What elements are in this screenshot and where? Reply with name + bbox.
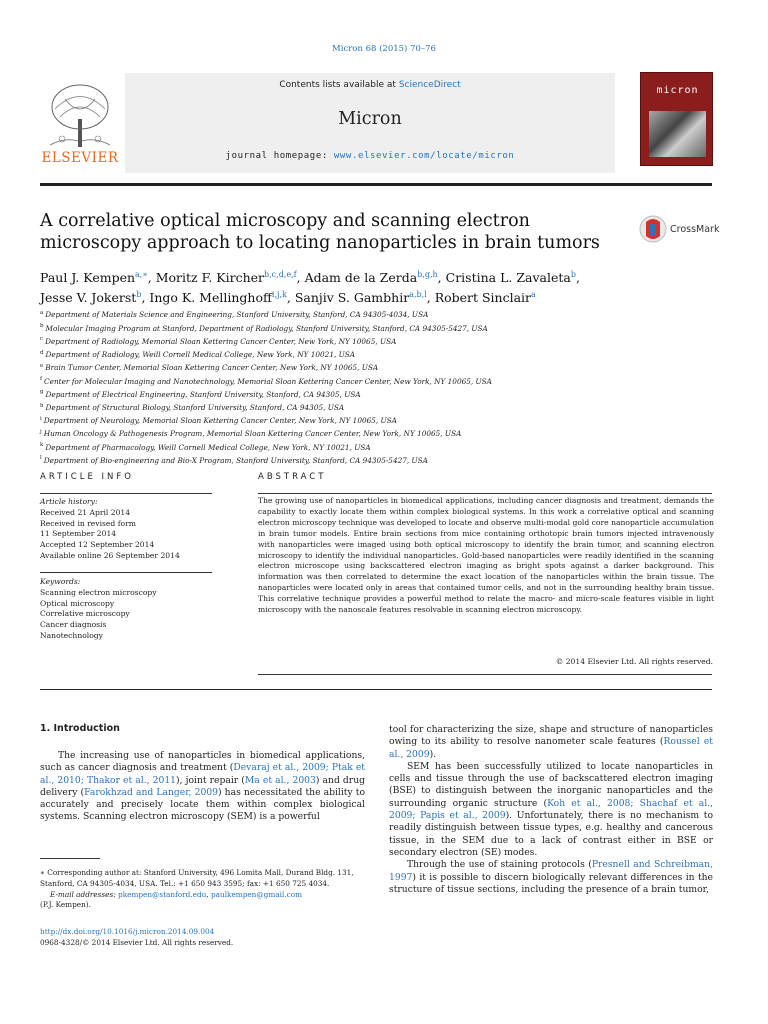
article-info-heading: ARTICLE INFO [40,472,134,482]
abstract-copyright: © 2014 Elsevier Ltd. All rights reserved. [555,657,713,666]
sciencedirect-link[interactable]: ScienceDirect [398,80,461,90]
affiliation-item [40,427,720,440]
affiliation-text: Department of Structural Biology, Stanford University, Stanford, CA 94305, USA [45,402,345,412]
author-separator: , [141,290,150,306]
affiliation-item [40,440,720,453]
affiliation-text: Department of Electrical Engineering, Stanford University, Stanford, CA 94305, USA [45,389,361,399]
affiliation-marker: k [40,442,44,449]
body-separator-rule [40,689,712,690]
homepage-link[interactable]: www.elsevier.com/locate/micron [333,151,515,161]
text: ). [429,748,437,760]
citation-ref[interactable]: Presnell and Schreibman, 1997 [389,859,713,883]
corresponding-author-footnote [40,868,370,911]
author-affiliation-marker[interactable]: b,g,h [417,270,438,279]
author-name[interactable]: Paul J. Kempen [40,270,136,286]
affiliation-text: Department of Bio-engineering and Bio-X Program, Stanford University, Stanford, CA 94305-5427, USA [43,455,428,465]
abstract-heading: ABSTRACT [258,472,327,482]
footnote-rule [40,858,100,859]
keywords-rule [40,572,212,573]
text: SEM has been successfully utilized to locate nanoparticles in cells and tissue through the use of backscattered electron imaging (BSE) to distinguish between the inorganic nanoparticles and the surrounding organic structure ( [389,760,713,809]
intro-paragraph [389,724,713,761]
issn-line: 0968-4328/© 2014 Elsevier Ltd. All rights reserved. [40,937,234,947]
intro-paragraph [389,761,713,859]
author-separator: , [286,290,295,306]
affiliation-item [40,348,720,361]
intro-paragraph [389,859,713,896]
author-list [40,266,720,306]
section-heading-introduction: 1. Introduction [40,723,120,734]
affiliation-list [40,308,720,467]
intro-left-paragraph [40,750,365,824]
citation-ref[interactable]: Ma et al., 2003 [244,774,316,786]
author-affiliation-marker[interactable]: a,∗ [135,270,148,279]
keyword-item: Correlative microscopy [40,609,130,619]
history-item: Accepted 12 September 2014 [40,540,155,550]
affiliation-item [40,453,720,466]
affiliation-marker: g [40,389,44,396]
email-sep: , [206,889,211,899]
history-item: Received 21 April 2014 [40,507,131,517]
affiliation-text: Department of Radiology, Memorial Sloan Kettering Cancer Center, New York, NY 10065, USA [45,336,397,346]
email-line [40,890,370,901]
affiliation-text: Department of Materials Science and Engineering, Stanford University, Stanford, CA 94305-4034, USA [45,310,429,320]
keyword-item: Scanning electron microscopy [40,587,157,597]
citation-ref[interactable]: Roussel et al., 2009 [389,736,713,760]
article-title: A correlative optical microscopy and scanning electron microscopy approach to locating nanoparticles in brain tumors [40,211,600,253]
affiliation-item [40,374,720,387]
cover-micrograph [649,111,706,157]
keywords-label: Keywords: [40,577,81,586]
text: ). Unfortunately, there is no mechanism to readily distinguish between tissue types, e.g. healthy and cancerous tissue, in the SEM due to a lack of contrast either in BSE or secondary electron (SE) modes. [389,810,713,858]
article-history [40,497,220,562]
keyword-item: Nanotechnology [40,630,103,640]
author-affiliation-marker[interactable]: b [570,270,576,279]
author-separator: , [437,270,446,286]
author-affiliation-marker[interactable]: i,j,k [271,290,287,300]
affiliation-marker: l [40,455,42,462]
author-name[interactable]: Cristina L. Zavaleta [445,270,571,286]
journal-name: Micron [338,109,402,129]
affiliation-text: Department of Neurology, Memorial Sloan Kettering Cancer Center, New York, NY 10065, USA [43,416,397,426]
affiliation-text: Department of Radiology, Weill Cornell Medical College, New York, NY 10021, USA [45,350,356,360]
email-link[interactable]: paulkempen@gmail.com [210,889,303,899]
affiliation-text: Department of Pharmacology, Weill Cornell Medical College, New York, NY 10021, USA [45,442,371,452]
intro-right-column [389,724,713,896]
author-affiliation-marker[interactable]: b,c,d,e,f [264,270,297,279]
affiliation-text: Center for Molecular Imaging and Nanotechnology, Memorial Sloan Kettering Cancer Center, New York, NY 10065, USA [44,376,492,386]
article-info-rule [40,493,212,494]
affiliation-item [40,387,720,400]
affiliation-text: Human Oncology & Pathogenesis Program, Memorial Sloan Kettering Cancer Center, New York, NY 10065, USA [43,429,462,439]
author-name[interactable]: Sanjiv S. Gambhir [294,290,410,306]
history-label: Article history: [40,497,98,506]
author-separator: , [426,290,435,306]
affiliation-marker: e [40,362,44,369]
affiliation-item [40,308,720,321]
affiliation-marker: j [40,428,42,435]
footnote-text: ∗ Corresponding author at: Stanford University, 496 Lomita Mall, Durand Bldg. 131, Stanford, CA 94305-4034, USA. Tel.: +1 650 943 3595; fax: +1 650 725 4034. [40,868,354,888]
author-affiliation-marker[interactable]: a [531,290,536,300]
affiliation-item [40,401,720,414]
citation-ref[interactable]: Koh et al., 2008; Shachaf et al., 2009; Papis et al., 2009 [389,797,713,822]
affiliation-marker: i [40,415,42,422]
keyword-item: Optical microscopy [40,598,115,608]
affiliation-text: Molecular Imaging Program at Stanford, Department of Radiology, Stanford University, Stanford, CA 94305-5427, USA [45,323,488,333]
author-affiliation-marker[interactable]: a,b,l [409,290,427,300]
history-item: Received in revised form [40,518,136,528]
history-item: 11 September 2014 [40,529,117,539]
homepage-prefix: journal homepage: [225,151,334,161]
affiliation-item [40,334,720,347]
affiliation-item [40,414,720,427]
abstract-text: The growing use of nanoparticles in biomedical applications, including cancer diagnosis and treatment, demands the capability to exactly locate them within complex biological systems. In this work a correlative optical and scanning electron microscopy technique was developed to locate and observe multi-modal gold core nanoparticle accumulation in brain tumor models. Entire brain sections from mice containing orthotopic brain tumors injected intravenously with nanoparticles were imaged using both optical microscopy to identify the brain tumor, and scanning electron microscopy to identify the individual nanoparticles. Gold-based nanoparticles were readily identified in the scanning electron microscope using backscattered electron imaging as bright spots against a darker background. This information was then correlated to determine the exact location of the nanoparticles within the brain tissue. The nanoparticles were located only in areas that contained tumor cells, and not in the surrounding healthy brain tissue. This correlative technique provides a powerful method to relate the macro- and micro-scale features visible in light microscopy with the nanoscale features resolvable in scanning electron microscopy. [258,496,714,615]
abstract-rule [258,493,712,494]
citation-ref[interactable]: Devaraj et al., 2009; Ptak et al., 2010; Thakor et al., 2011 [40,762,365,786]
affiliation-marker: c [40,336,44,343]
crossmark-label[interactable]: CrossMark [670,224,720,235]
abstract-bottom-rule [258,674,712,675]
text: ) it is possible to discern biologically relevant differences in the structure of tissue sections, including the presence of a brain tumor, [389,871,713,895]
author-separator: , [296,270,305,286]
author-name[interactable]: Robert Sinclair [434,290,532,306]
affiliation-marker: f [40,376,43,383]
text: ) and drug delivery ( [40,774,365,798]
elsevier-wordmark: ELSEVIER [41,150,119,166]
author-name[interactable]: Moritz F. Kircher [155,270,265,286]
header-rule [40,183,712,186]
keyword-item: Cancer diagnosis [40,620,107,630]
doi-link[interactable]: http://dx.doi.org/10.1016/j.micron.2014.09.004 [40,927,215,936]
keywords [40,577,220,642]
email-name: (P.J. Kempen). [40,900,91,910]
affiliation-item [40,361,720,374]
author-affiliation-marker[interactable]: b [136,290,142,300]
doi-block [40,927,370,949]
author-name[interactable]: Adam de la Zerda [304,270,418,286]
text: tool for characterizing the size, shape and structure of nanoparticles owing to its ability to resolve nanometer scale features ( [389,724,713,748]
author-name[interactable]: Jesse V. Jokerst [40,290,137,306]
cover-title: micron [656,85,699,96]
text: The increasing use of nanoparticles in biomedical applications, such as cancer diagnosis and treatment ( [40,750,365,774]
contents-line [125,80,615,90]
affiliation-item [40,321,720,334]
citation-ref[interactable]: Farokhzad and Langer, 2009 [84,786,218,798]
citation-link[interactable]: Micron 68 (2015) 70–76 [332,44,436,54]
text: ) has necessitated the ability to accurately and precisely locate them within complex biological systems. Scanning electron microscopy (SEM) is a powerful [40,786,365,823]
email-link[interactable]: pkempen@stanford.edu [118,889,207,899]
history-item: Available online 26 September 2014 [40,550,180,560]
homepage-line [125,151,615,161]
text: ), joint repair ( [176,774,245,786]
author-separator: , [575,270,580,286]
affiliation-marker: b [40,323,44,330]
contents-prefix: Contents lists available at [279,80,399,90]
affiliation-marker: a [40,310,44,316]
email-label: E-mail addresses: [50,889,116,899]
affiliation-marker: d [40,349,44,356]
affiliation-text: Brain Tumor Center, Memorial Sloan Kettering Cancer Center, New York, NY 10065, USA [45,363,379,373]
author-name[interactable]: Ingo K. Mellinghoff [149,290,272,306]
journal-cover-image[interactable] [640,72,713,166]
text: Through the use of staining protocols ( [407,859,592,871]
affiliation-marker: h [40,402,44,409]
author-separator: , [147,270,156,286]
